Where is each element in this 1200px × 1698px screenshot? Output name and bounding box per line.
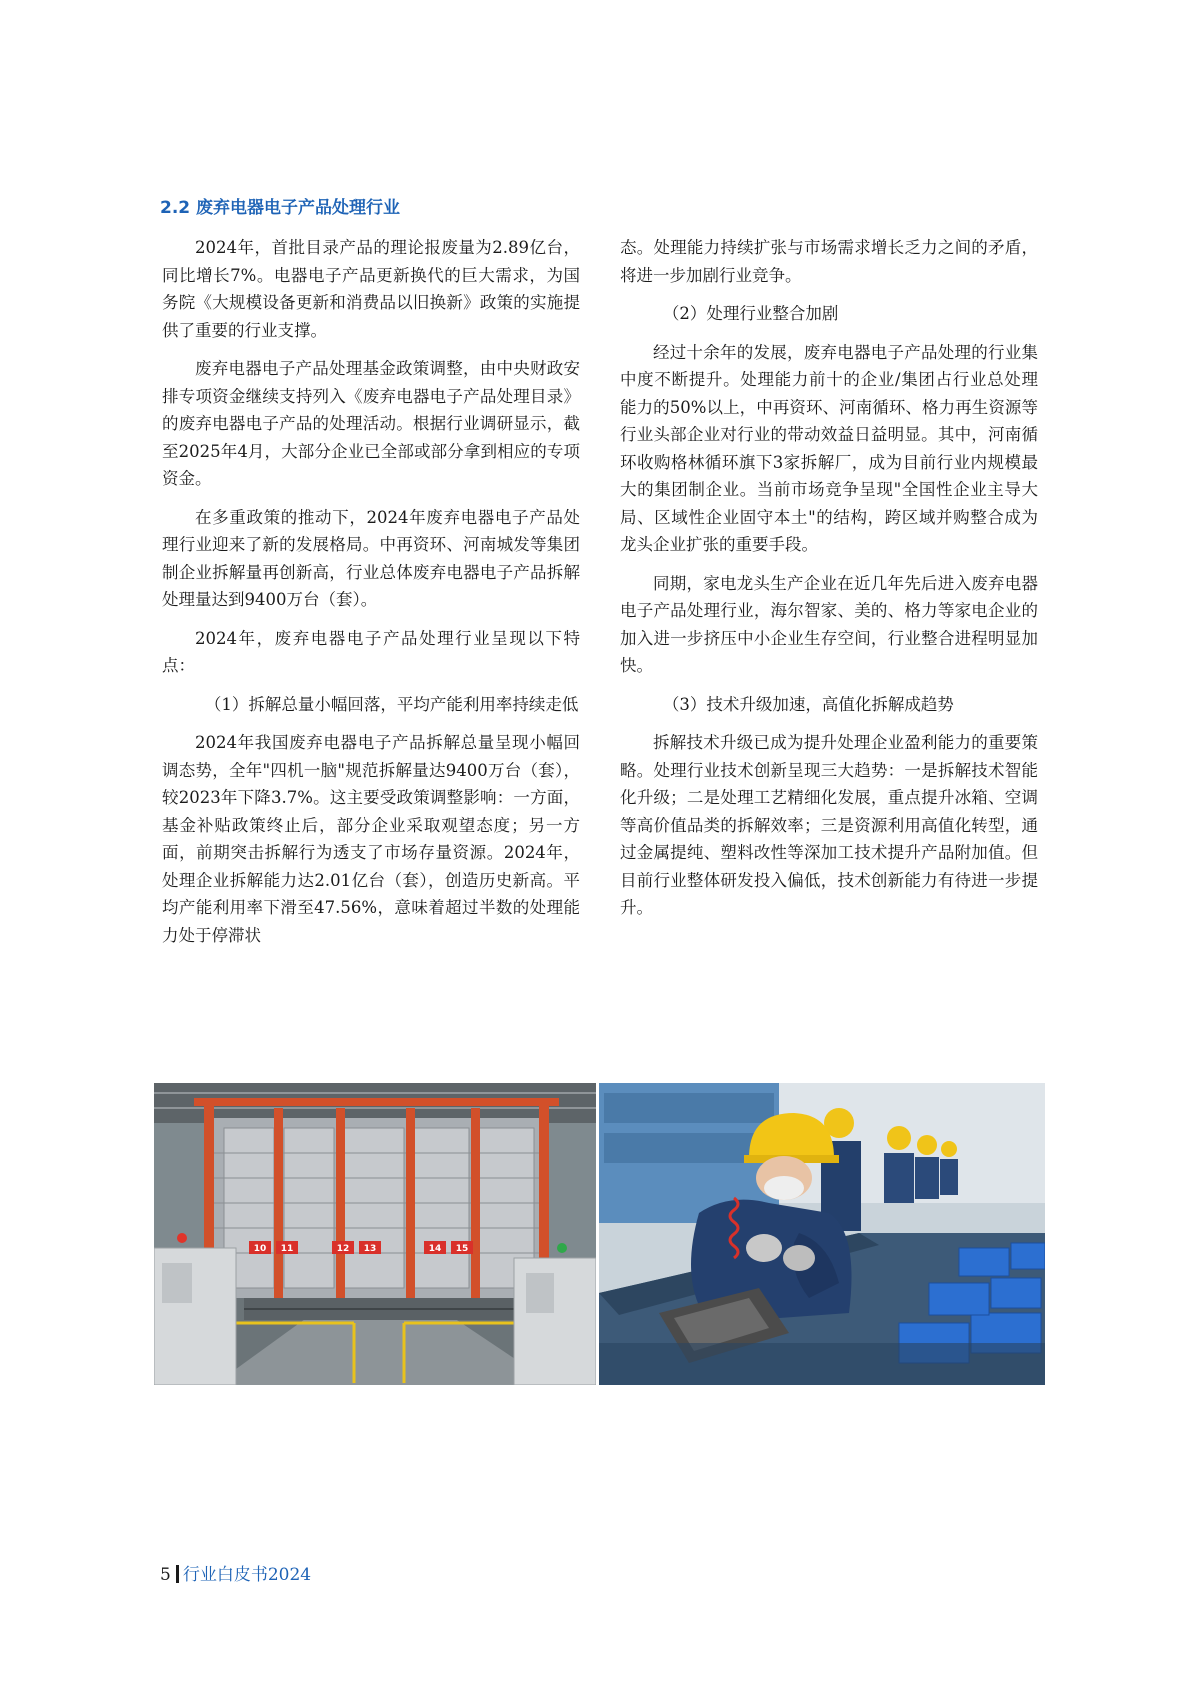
section-title: 2.2 废弃电器电子产品处理行业 (160, 198, 401, 218)
paragraph: 废弃电器电子产品处理基金政策调整，由中央财政安排专项资金继续支持列入《废弃电器电子产品处理目录》的废弃电器电子产品的处理活动。根据行业调研显示，截至2025年4月，大部分企业已全部或部分拿到相应的专项资金。 (162, 359, 580, 488)
paragraph: 拆解技术升级已成为提升处理企业盈利能力的重要策略。处理行业技术创新呈现三大趋势：一是拆解技术智能化升级；二是处理工艺精细化发展，重点提升冰箱、空调等高价值品类的拆解效率；三是资源利用高值化转型，通过金属提纯、塑料改性等深加工技术提升产品附加值。但目前行业整体研发投入偏低，技术创新能力有待进一步提升。 (620, 733, 1038, 917)
paragraph: 在多重政策的推动下，2024年废弃电器电子产品处理行业迎来了新的发展格局。中再资环、河南城发等集团制企业拆解量再创新高，行业总体废弃电器电子产品拆解处理量达到9400万台（套）。 (162, 507, 580, 609)
right-text-column (620, 234, 1038, 933)
paragraph-continued: 态。处理能力持续扩张与市场需求增长乏力之间的矛盾，将进一步加剧行业竞争。 (620, 238, 1038, 285)
subheading: （1）拆解总量小幅回落，平均产能利用率持续走低 (204, 694, 579, 714)
footer-title: 行业白皮书2024 (182, 1565, 312, 1585)
rack-number: 12 (336, 1244, 350, 1254)
paragraph: 2024年，首批目录产品的理论报废量为2.89亿台，同比增长7%。电器电子产品更新换代的巨大需求，为国务院《大规模设备更新和消费品以旧换新》政策的实施提供了重要的行业支撑。 (162, 238, 580, 340)
rack-number: 11 (280, 1244, 294, 1254)
rack-number: 10 (253, 1244, 267, 1254)
warehouse-photo (154, 1083, 596, 1385)
subheading: （2）处理行业整合加剧 (662, 304, 839, 323)
paragraph: 2024年，废弃电器电子产品处理行业呈现以下特点： (162, 628, 580, 675)
footer-divider (176, 1565, 179, 1583)
rack-number: 13 (363, 1244, 377, 1254)
rack-number: 14 (428, 1244, 442, 1254)
workers-photo (599, 1083, 1045, 1385)
page-number: 5 (160, 1565, 171, 1585)
paragraph: 2024年我国废弃电器电子产品拆解总量呈现小幅回调态势，全年"四机一脑"规范拆解量达9400万台（套），较2023年下降3.7%。这主要受政策调整影响：一方面，基金补贴政策终止后，部分企业采取观望态度；另一方面，前期突击拆解行为透支了市场存量资源。2024年，处理企业拆解能力达2.01亿台（套），创造历史新高。平均产能利用率下滑至47.56%，意味着超过半数的处理能力处于停滞状 (162, 733, 580, 945)
rack-number: 15 (455, 1244, 469, 1254)
paragraph: 经过十余年的发展，废弃电器电子产品处理的行业集中度不断提升。处理能力前十的企业/集团占行业总处理能力的50%以上，中再资环、河南循环、格力再生资源等行业头部企业对行业的带动效益日益明显。其中，河南循环收购格林循环旗下3家拆解厂，成为目前行业内规模最大的集团制企业。当前市场竞争呈现"全国性企业主导大局、区域性企业固守本土"的结构，跨区域并购整合成为龙头企业扩张的重要手段。 (620, 342, 1038, 554)
subheading: （3）技术升级加速，高值化拆解成趋势 (662, 694, 954, 714)
paragraph: 同期，家电龙头生产企业在近几年先后进入废弃电器电子产品处理行业，海尔智家、美的、格力等家电企业的加入进一步挤压中小企业生存空间，行业整合进程明显加快。 (620, 573, 1038, 675)
left-text-column (162, 234, 580, 960)
page-footer (160, 1560, 311, 1585)
